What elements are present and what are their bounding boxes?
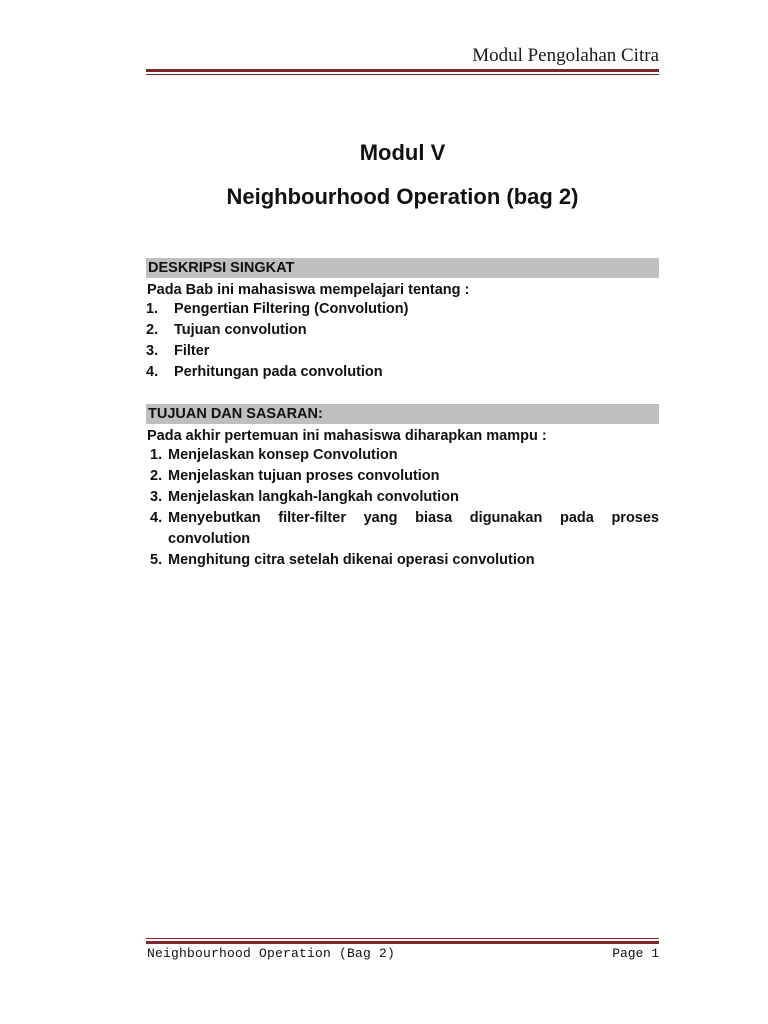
list-item-text: Menjelaskan langkah-langkah convolution xyxy=(168,489,459,505)
section-objectives-intro: Pada akhir pertemuan ini mahasiswa diharapkan mampu : xyxy=(147,428,547,444)
section-objectives-heading xyxy=(146,404,659,424)
section-description-heading xyxy=(146,258,659,278)
list-item-text: Menjelaskan tujuan proses convolution xyxy=(168,468,440,484)
list-item xyxy=(146,299,659,320)
list-item xyxy=(146,341,659,362)
list-item xyxy=(146,487,659,508)
list-item xyxy=(146,445,659,466)
list-item-number: 4. xyxy=(150,510,163,526)
list-item-text: Menjelaskan konsep Convolution xyxy=(168,447,398,463)
list-item xyxy=(146,466,659,487)
section-description-heading-text: DESKRIPSI SINGKAT xyxy=(148,260,295,276)
list-item-number: 2. xyxy=(150,468,163,484)
list-item-text: Pengertian Filtering (Convolution) xyxy=(174,301,409,317)
list-item xyxy=(146,508,659,550)
header-title: Modul Pengolahan Citra xyxy=(472,45,659,66)
list-item-text: Menghitung citra setelah dikenai operasi convolution xyxy=(168,552,535,568)
description-list xyxy=(146,299,659,383)
module-number: Modul V xyxy=(359,140,446,165)
list-item-number: 3. xyxy=(146,343,159,359)
list-item-text: Menyebutkan filter-filter yang biasa digunakan pada proses convolution xyxy=(168,510,659,547)
footer-rule-thin xyxy=(146,938,659,939)
list-item-text: Perhitungan pada convolution xyxy=(174,364,383,380)
list-item xyxy=(146,550,659,571)
list-item-number: 3. xyxy=(150,489,163,505)
module-title: Neighbourhood Operation (bag 2) xyxy=(226,184,579,209)
footer-rule-thick xyxy=(146,941,659,944)
objectives-list xyxy=(146,445,659,571)
section-objectives-heading-text: TUJUAN DAN SASARAN: xyxy=(148,406,323,422)
section-description-intro: Pada Bab ini mahasiswa mempelajari tentang : xyxy=(147,282,470,298)
footer-title: Neighbourhood Operation (Bag 2) xyxy=(147,946,396,961)
list-item xyxy=(146,362,659,383)
list-item xyxy=(146,320,659,341)
header-rule-thick xyxy=(146,69,659,72)
list-item-number: 5. xyxy=(150,552,163,568)
list-item-number: 4. xyxy=(146,364,159,380)
list-item-number: 2. xyxy=(146,322,159,338)
list-item-number: 1. xyxy=(146,301,159,317)
list-item-text: Filter xyxy=(174,343,210,359)
list-item-number: 1. xyxy=(150,447,163,463)
header-rule-thin xyxy=(146,74,659,75)
page-number: Page 1 xyxy=(612,946,659,961)
list-item-text: Tujuan convolution xyxy=(174,322,307,338)
